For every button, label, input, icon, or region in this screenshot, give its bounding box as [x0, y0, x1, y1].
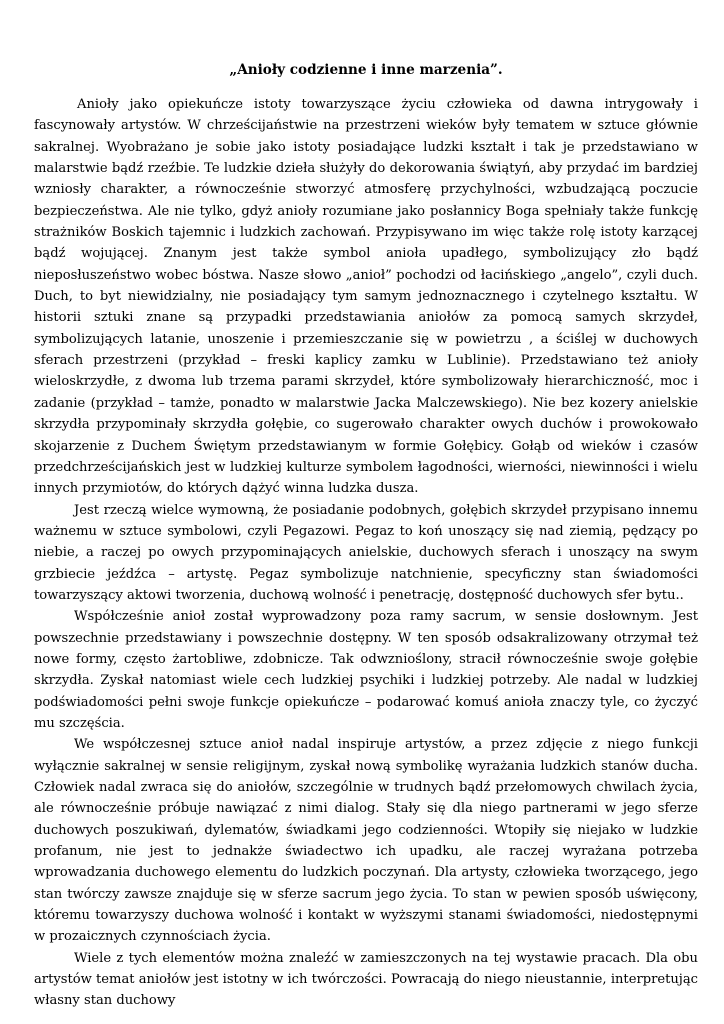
- paragraph-3: Współcześnie anioł został wyprowadzony poza ramy sacrum, w sensie dosłownym. Jest powszechnie przedstawiany i powszechnie dostępny. W ten sposób odsakralizowany otrzymał też nowe formy, często żartobliwe, zdobnicze. Tak odwznioślony, stracił równocześnie swoje gołębie skrzydła. Zyskał natomiast wiele cech ludzkiej psychiki i ludzkiej potrzeby. Ale nadal w ludzkiej podświadomości pełni swoje funkcje opiekuńcze – podarować komuś anioła znaczy tyle, co życzyć mu szczęścia.: [34, 609, 698, 731]
- document-title: „Anioły codzienne i inne marzenia”.: [229, 62, 503, 78]
- paragraph-1: Anioły jako opiekuńcze istoty towarzyszące życiu człowieka od dawna intrygowały i fascynowały artystów. W chrześcijaństwie na przestrzeni wieków były tematem w sztuce głównie sakralnej. Wyobrażano je sobie jako istoty posiadające ludzki kształt i tak je przedstawiano w malarstwie bądź rzeźbie. Te ludzkie dzieła służyły do dekorowania świątyń, aby przydać im bardziej wzniosły charakter, a równocześnie stworzyć atmosferę przychylności, wzbudzającą poczucie bezpieczeństwa. Ale nie tylko, gdyż anioły rozumiane jako posłannicy Boga spełniały także funkcję strażników Boskich tajemnic i ludzkich zachowań. Przypisywano im więc także rolę istoty karzącej bądź wojującej. Znanym jest także symbol anioła upadłego, symbolizujący zło bądź nieposłuszeństwo wobec bóstwa. Nasze słowo „anioł” pochodzi od łacińskiego „angelo”, czyli duch. Duch, to byt niewidzialny, nie posiadający tym samym jednoznacznego i czytelnego kształtu. W historii sztuki znane są przypadki przedstawiania aniołów za pomocą samych skrzydeł, symbolizujących latanie, unoszenie i przemieszczanie się w powietrzu , a ściślej w duchowych sferach przestrzeni (przykład – freski kaplicy zamku w Lublinie). Przedstawiano też anioły wieloskrzydłe, z dwoma lub trzema parami skrzydeł, które symbolizowały hierarchiczność, moc i zadanie (przykład – tamże, ponadto w malarstwie Jacka Malczewskiego). Nie bez kozery anielskie skrzydła przypominały skrzydła gołębie, co sugerowało charakter owych duchów i prowokowało skojarzenie z Duchem Świętym przedstawianym w formie Gołębicy. Gołąb od wieków i czasów przedchrześcijańskich jest w ludzkiej kulturze symbolem łagodności, wierności, niewinności i wielu innych przymiotów, do których dążyć winna ludzka dusza.: [34, 97, 698, 497]
- paragraph-4: We współczesnej sztuce anioł nadal inspiruje artystów, a przez zdjęcie z niego funkcji wyłącznie sakralnej w sensie religijnym, zyskał nową symbolikę wyrażania ludzkich stanów ducha. Człowiek nadal zwraca się do aniołów, szczególnie w trudnych bądź przełomowych chwilach życia, ale równocześnie próbuje nawiązać z nimi dialog. Stały się dla niego partnerami w jego sferze duchowych poszukiwań, dylematów, świadkami jego codzienności. Wtopiły się niejako w ludzkie profanum, nie jest to jednakże świadectwo ich upadku, ale raczej wyrażana potrzeba wprowadzania duchowego elementu do ludzkich poczynań. Dla artysty, człowieka tworzącego, jego stan twórczy zawsze znajduje się w sferze sacrum jego życia. To stan w pewien sposób uświęcony, któremu towarzyszy duchowa wolność i kontakt w wyższymi stanami świadomości, niedostępnymi w prozaicznych czynnościach życia.: [34, 737, 698, 945]
- paragraph-5: Wiele z tych elementów można znaleźć w zamieszczonych na tej wystawie pracach. Dla obu artystów temat aniołów jest istotny w ich twórczości. Powracają do niego nieustannie, interpretując własny stan duchowy: [34, 950, 698, 1009]
- paragraph-2: Jest rzeczą wielce wymowną, że posiadanie podobnych, gołębich skrzydeł przypisano innemu ważnemu w sztuce symbolowi, czyli Pegazowi. Pegaz to koń unoszący się nad ziemią, pędzący po niebie, a raczej po owych przypominających anielskie, duchowych sferach i unoszący na swym grzbiecie jeźdźca – artystę. Pegaz symbolizuje natchnienie, specyficzny stan świadomości towarzyszący aktowi tworzenia, duchową wolność i penetrację, dostępność duchowych sfer bytu..: [34, 502, 698, 603]
